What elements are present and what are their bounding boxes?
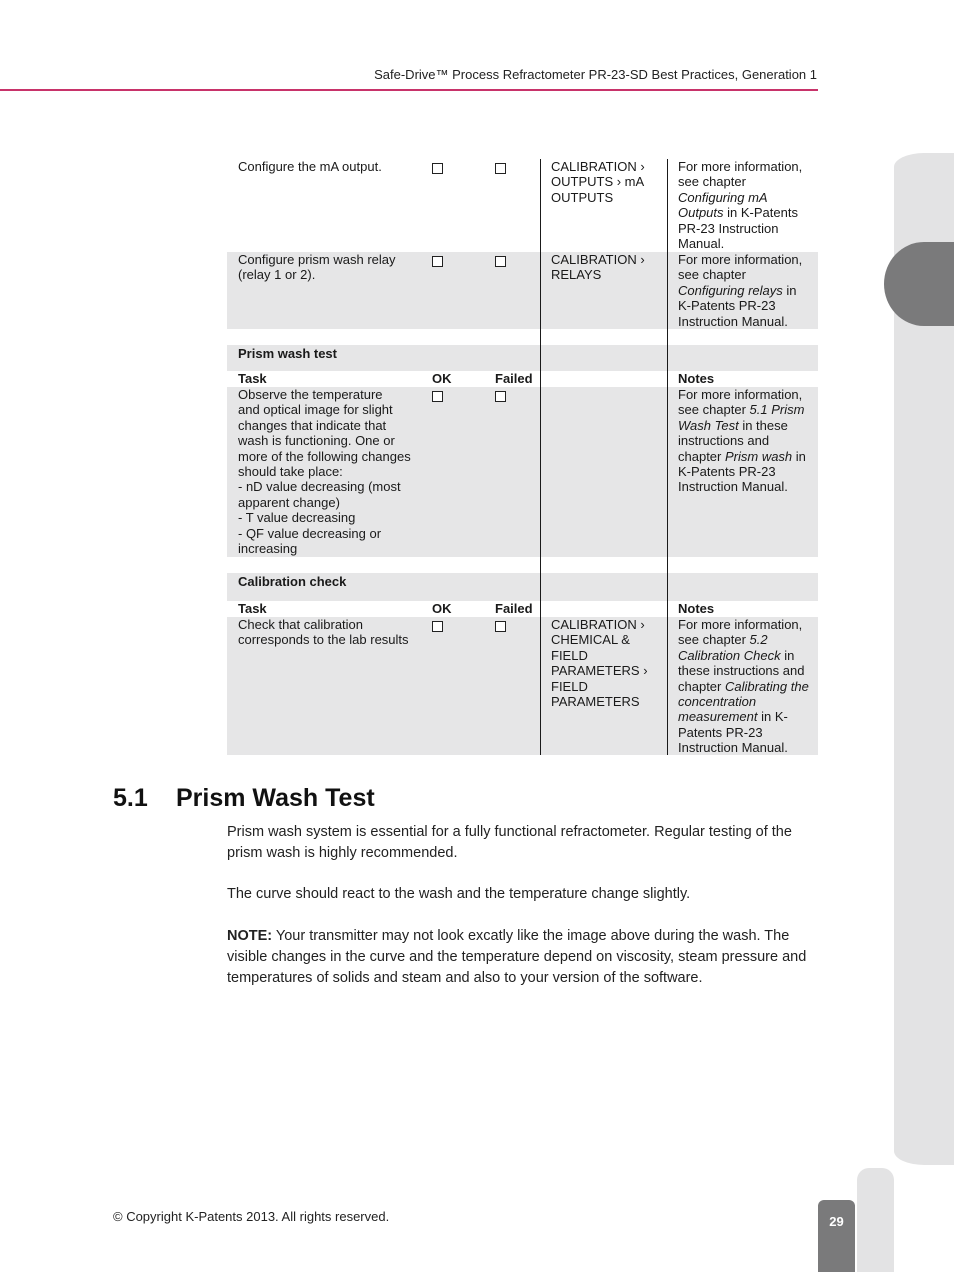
section-heading xyxy=(113,784,375,813)
col-ok-header: OK xyxy=(432,371,452,386)
page-number: 29 xyxy=(829,1214,844,1229)
column-divider xyxy=(667,252,668,329)
notes-cell: For more information, see chapter 5.2 Calibration Check in these instructions and chapter Calibrating the concentration measurement in K-Patents PR-23 Instruction Manual. xyxy=(678,617,809,756)
ok-checkbox[interactable] xyxy=(432,391,443,402)
col-task-header: Task xyxy=(238,371,267,386)
section-title-row xyxy=(227,573,818,601)
table-row xyxy=(227,387,818,557)
column-header-row xyxy=(227,601,818,617)
col-failed-header: Failed xyxy=(495,371,533,386)
failed-checkbox[interactable] xyxy=(495,621,506,632)
bottom-tab-strip xyxy=(857,1168,894,1272)
task-cell: Configure the mA output. xyxy=(238,159,382,174)
column-divider xyxy=(540,252,541,329)
table-row xyxy=(227,159,818,252)
section-title: Prism wash test xyxy=(238,346,337,361)
col-ok-header: OK xyxy=(432,601,452,616)
page-number-tab xyxy=(818,1200,855,1272)
notes-cell: For more information, see chapter Configuring relays in K-Patents PR-23 Instruction Manual. xyxy=(678,252,803,329)
ok-checkbox[interactable] xyxy=(432,621,443,632)
failed-checkbox[interactable] xyxy=(495,391,506,402)
copyright: © Copyright K-Patents 2013. All rights reserved. xyxy=(113,1209,390,1224)
section-title: Prism Wash Test xyxy=(176,784,375,812)
column-divider xyxy=(667,159,668,252)
col-task-header: Task xyxy=(238,601,267,616)
column-divider xyxy=(540,159,541,252)
col-notes-header: Notes xyxy=(678,601,715,616)
task-cell: Configure prism wash relay (relay 1 or 2). xyxy=(238,252,396,283)
table-row xyxy=(227,617,818,755)
failed-checkbox[interactable] xyxy=(495,256,506,267)
ok-checkbox[interactable] xyxy=(432,163,443,174)
paragraph: Prism wash system is essential for a fully functional refractometer. Regular testing of the prism wash is highly recommended. xyxy=(227,824,792,861)
checklist-table xyxy=(227,159,818,755)
note-label: NOTE: xyxy=(227,928,273,944)
task-cell: Check that calibration corresponds to the lab results xyxy=(238,617,409,648)
menu-path-cell: CALIBRATION › CHEMICAL & FIELD PARAMETERS › FIELD PARAMETERS xyxy=(551,617,648,710)
menu-path-cell: CALIBRATION › OUTPUTS › mA OUTPUTS xyxy=(551,159,645,205)
notes-cell: For more information, see chapter Configuring mA Outputs in K-Patents PR-23 Instruction Manual. xyxy=(678,159,803,252)
paragraph: The curve should react to the wash and the temperature change slightly. xyxy=(227,886,691,902)
task-cell: Observe the temperature and optical image for slight changes that indicate that wash is functioning. One or more of the following changes should take place: - nD value decreasing (most apparent change) - T value decreasing - QF value decreasing or increasing xyxy=(238,387,411,557)
section-number: 5.1 xyxy=(113,784,148,812)
ok-checkbox[interactable] xyxy=(432,256,443,267)
notes-cell: For more information, see chapter 5.1 Prism Wash Test in these instructions and chapter Prism wash in K-Patents PR-23 Instruction Manual. xyxy=(678,387,806,495)
section-title: Calibration check xyxy=(238,574,347,589)
header-rule xyxy=(0,89,818,91)
note-text: Your transmitter may not look excatly like the image above during the wash. The visible changes in the curve and the temperature depend on viscosity, steam pressure and temperatures of solids and steam and also to your version of the software. xyxy=(227,928,807,986)
table-row xyxy=(227,252,818,329)
menu-path-cell: CALIBRATION › RELAYS xyxy=(551,252,645,283)
column-header-row xyxy=(227,371,818,387)
note-paragraph xyxy=(227,926,817,989)
header-title: Safe-Drive™ Process Refractometer PR-23-SD Best Practices, Generation 1 xyxy=(374,67,817,82)
failed-checkbox[interactable] xyxy=(495,163,506,174)
col-notes-header: Notes xyxy=(678,371,715,386)
col-failed-header: Failed xyxy=(495,601,533,616)
section-title-row xyxy=(227,345,818,371)
chapter-tab-active xyxy=(884,242,954,326)
